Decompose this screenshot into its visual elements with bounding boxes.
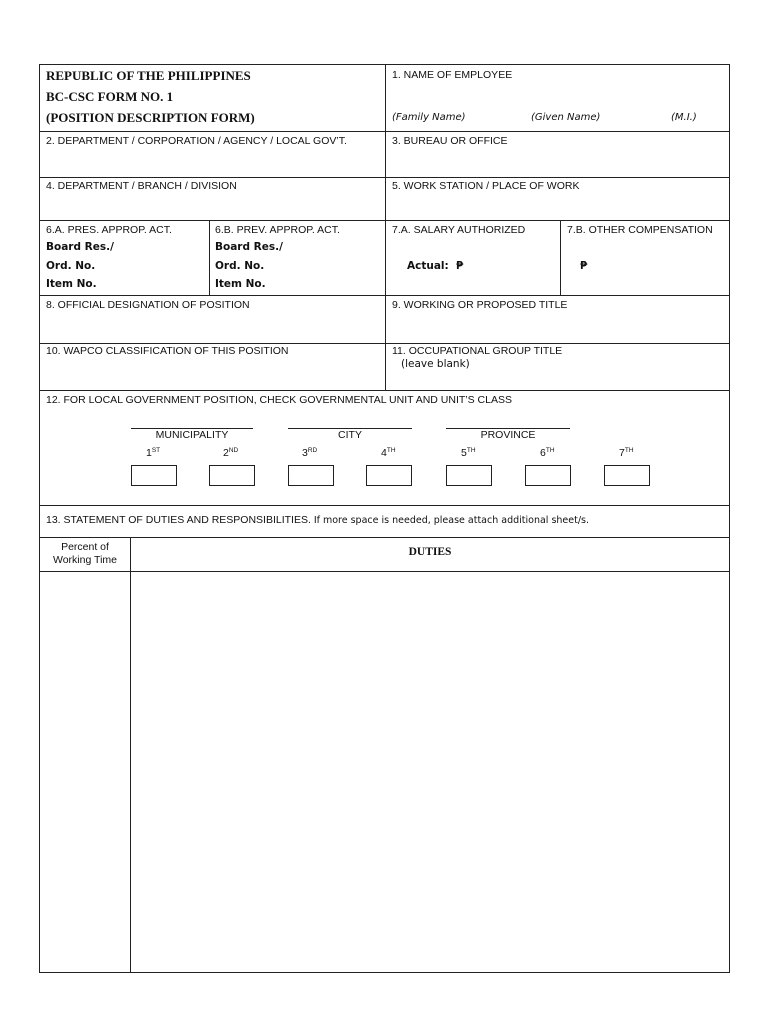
field-salary-authorized-label: 7.A. SALARY AUTHORIZED	[392, 224, 526, 236]
class-checkbox-2nd[interactable]	[209, 465, 255, 486]
salary-amount-field[interactable]	[470, 256, 556, 276]
class-label-5th: 5TH	[461, 447, 476, 459]
field-department-label: 2. DEPARTMENT / CORPORATION / AGENCY / LOCAL GOV’T.	[46, 135, 347, 147]
prev-board-res-label: Board Res./	[215, 241, 283, 253]
province-label: PROVINCE	[480, 429, 536, 441]
class-checkbox-5th[interactable]	[446, 465, 492, 486]
field-other-compensation-label: 7.B. OTHER COMPENSATION	[567, 224, 713, 236]
other-compensation-field[interactable]	[594, 256, 724, 276]
occupational-group-note: (leave blank)	[401, 358, 470, 370]
field-working-title-label: 9. WORKING OR PROPOSED TITLE	[392, 299, 568, 311]
given-name-caption: (Given Name)	[531, 112, 601, 123]
bureau-field[interactable]	[386, 132, 729, 177]
family-name-caption: (Family Name)	[392, 112, 466, 123]
class-label-3rd: 3RD	[302, 447, 318, 459]
class-checkbox-3rd[interactable]	[288, 465, 334, 486]
class-checkbox-7th[interactable]	[604, 465, 650, 486]
prev-item-no-label: Item No.	[215, 278, 266, 290]
class-label-6th: 6TH	[540, 447, 555, 459]
header-republic: REPUBLIC OF THE PHILIPPINES	[46, 68, 251, 83]
class-label-4th: 4TH	[381, 447, 396, 459]
field-prev-approp-label: 6.B. PREV. APPROP. ACT.	[215, 224, 340, 236]
class-label-2nd: 2ND	[223, 447, 239, 459]
peso-sign-compensation: ₱	[580, 260, 588, 272]
percent-working-time-cell[interactable]	[40, 572, 130, 972]
peso-sign-salary: ₱	[456, 260, 464, 272]
duties-statement-note: If more space is needed, please attach additional sheet/s.	[313, 515, 590, 526]
working-title-field[interactable]	[386, 296, 729, 343]
field-pres-approp-label: 6.A. PRES. APPROP. ACT.	[46, 224, 172, 236]
branch-field[interactable]	[40, 178, 385, 220]
percent-header-line2: Working Time	[53, 554, 117, 566]
official-designation-field[interactable]	[40, 296, 385, 343]
field-occupational-group-label: 11. OCCUPATIONAL GROUP TITLE	[392, 345, 563, 357]
class-label-1st: 1ST	[146, 447, 161, 459]
duties-statement-text: 13. STATEMENT OF DUTIES AND RESPONSIBILITIES.	[46, 514, 311, 526]
actual-label: Actual:	[407, 260, 449, 272]
name-of-employee-field[interactable]	[386, 65, 729, 131]
class-checkbox-1st[interactable]	[131, 465, 177, 486]
duties-header: DUTIES	[408, 546, 452, 558]
prev-ord-no-label: Ord. No.	[215, 260, 265, 272]
field-duties-statement-label	[46, 514, 589, 526]
wapco-field[interactable]	[40, 344, 385, 390]
class-checkbox-6th[interactable]	[525, 465, 571, 486]
field-wapco-label: 10. WAPCO CLASSIFICATION OF THIS POSITION	[46, 345, 289, 357]
field-work-station-label: 5. WORK STATION / PLACE OF WORK	[392, 180, 580, 192]
middle-initial-caption: (M.I.)	[671, 112, 697, 123]
pres-item-no-label: Item No.	[46, 278, 97, 290]
city-label: CITY	[338, 429, 362, 441]
department-field[interactable]	[40, 132, 385, 177]
class-checkbox-4th[interactable]	[366, 465, 412, 486]
field-official-designation-label: 8. OFFICIAL DESIGNATION OF POSITION	[46, 299, 250, 311]
municipality-label: MUNICIPALITY	[155, 429, 229, 441]
percent-header-line1: Percent of	[61, 541, 109, 553]
header-form-number: BC-CSC FORM NO. 1	[46, 89, 174, 104]
field-name-of-employee-label: 1. NAME OF EMPLOYEE	[392, 69, 513, 81]
class-label-7th: 7TH	[619, 447, 634, 459]
header-form-title: (POSITION DESCRIPTION FORM)	[46, 110, 255, 125]
field-branch-label: 4. DEPARTMENT / BRANCH / DIVISION	[46, 180, 237, 192]
pres-board-res-label: Board Res./	[46, 241, 114, 253]
field-local-government-label: 12. FOR LOCAL GOVERNMENT POSITION, CHECK GOVERNMENTAL UNIT AND UNIT’S CLASS	[46, 394, 512, 406]
field-bureau-label: 3. BUREAU OR OFFICE	[392, 135, 508, 147]
work-station-field[interactable]	[386, 178, 729, 220]
pres-ord-no-label: Ord. No.	[46, 260, 96, 272]
duties-text-cell[interactable]	[131, 572, 729, 972]
